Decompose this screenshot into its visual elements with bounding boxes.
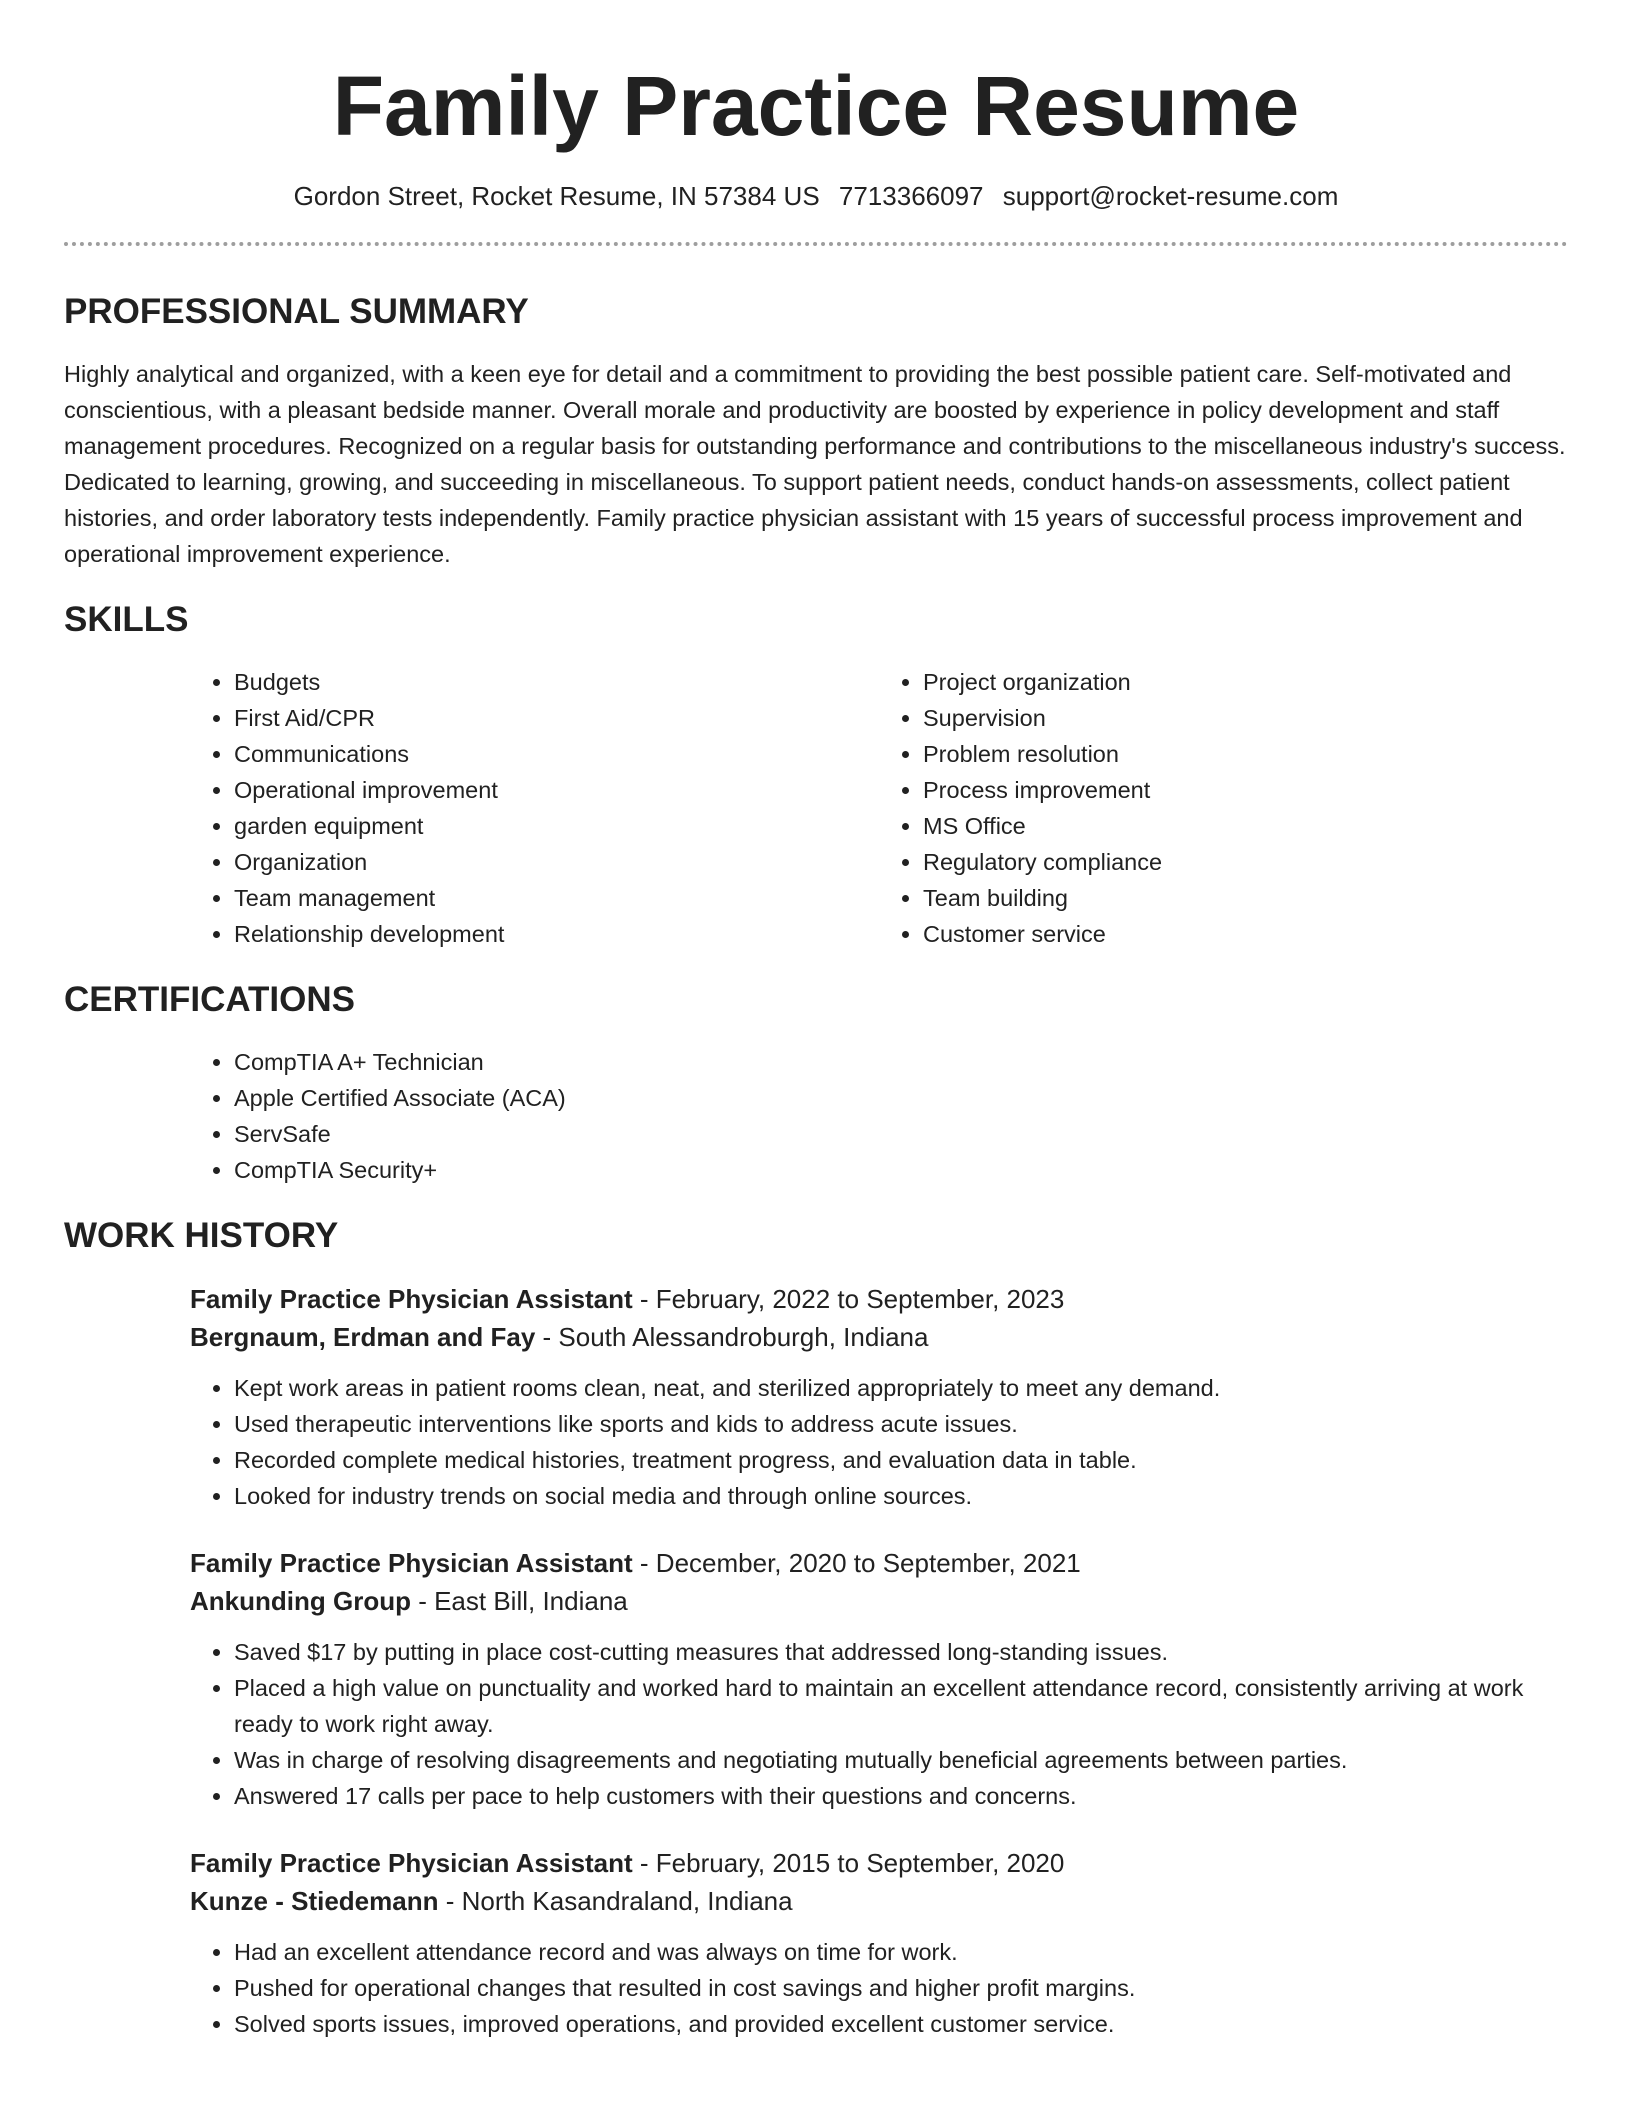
job-dates: - December, 2020 to September, 2021	[632, 1548, 1081, 1578]
list-item: • Supervision	[923, 700, 1568, 736]
list-item: • garden equipment	[234, 808, 879, 844]
job-company: Ankunding Group	[190, 1586, 411, 1616]
list-item: • Looked for industry trends on social media and through online sources.	[234, 1478, 1568, 1514]
header-divider	[64, 242, 1568, 246]
skills-section	[64, 598, 1568, 952]
list-item: • Kept work areas in patient rooms clean, neat, and sterilized appropriately to meet any demand.	[234, 1370, 1568, 1406]
job-entry	[190, 1280, 1568, 1514]
job-dates: - February, 2022 to September, 2023	[632, 1284, 1065, 1314]
list-item: • Recorded complete medical histories, treatment progress, and evaluation data in table.	[234, 1442, 1568, 1478]
contact-phone: 7713366097	[838, 181, 984, 211]
list-item: • Team building	[923, 880, 1568, 916]
list-item: • Solved sports issues, improved operations, and provided excellent customer service.	[234, 2006, 1568, 2042]
list-item: • Problem resolution	[923, 736, 1568, 772]
skills-list-right	[879, 664, 1568, 952]
job-company-line	[190, 1318, 1568, 1356]
contact-line	[64, 178, 1568, 214]
summary-text: Highly analytical and organized, with a keen eye for detail and a commitment to providing the best possible patient care. Self-motivated and conscientious, with a pleasant bedside manner. Overall morale and productivity are boosted by experience in policy development and staff management procedures. Recognized on a regular basis for outstanding performance and contributions to the miscellaneous industry's success. Dedicated to learning, growing, and succeeding in miscellaneous. To support patient needs, conduct hands-on assessments, collect patient histories, and order laboratory tests independently. Family practice physician assistant with 15 years of successful process improvement and operational improvement experience.	[64, 361, 1566, 567]
list-item: • Project organization	[923, 664, 1568, 700]
skills-columns	[190, 664, 1568, 952]
job-bullets	[190, 1634, 1568, 1814]
list-item: • Apple Certified Associate (ACA)	[234, 1080, 1568, 1116]
list-item: • Customer service	[923, 916, 1568, 952]
job-dates: - February, 2015 to September, 2020	[632, 1848, 1065, 1878]
list-item: • CompTIA Security+	[234, 1152, 1568, 1188]
job-company: Bergnaum, Erdman and Fay	[190, 1322, 536, 1352]
contact-email: support@rocket-resume.com	[1002, 181, 1339, 211]
summary-section	[64, 290, 1568, 572]
job-entry	[190, 1844, 1568, 2042]
job-title: Family Practice Physician Assistant	[190, 1548, 633, 1578]
list-item: • Operational improvement	[234, 772, 879, 808]
job-location: - North Kasandraland, Indiana	[438, 1886, 793, 1916]
list-item: • Answered 17 calls per pace to help customers with their questions and concerns.	[234, 1778, 1568, 1814]
certifications-section	[64, 978, 1568, 1188]
job-company-line	[190, 1882, 1568, 1920]
resume-title: Family Practice Resume	[332, 59, 1300, 153]
job-title: Family Practice Physician Assistant	[190, 1284, 633, 1314]
job-title-line	[190, 1844, 1568, 1882]
job-bullets	[190, 1934, 1568, 2042]
list-item: • Pushed for operational changes that resulted in cost savings and higher profit margins.	[234, 1970, 1568, 2006]
work-heading: WORK HISTORY	[64, 1216, 339, 1255]
list-item: • Process improvement	[923, 772, 1568, 808]
list-item: • First Aid/CPR	[234, 700, 879, 736]
job-location: - East Bill, Indiana	[410, 1586, 628, 1616]
list-item: • Regulatory compliance	[923, 844, 1568, 880]
job-title: Family Practice Physician Assistant	[190, 1848, 633, 1878]
list-item: • MS Office	[923, 808, 1568, 844]
resume-page	[64, 0, 1568, 2042]
job-bullets	[190, 1370, 1568, 1514]
certifications-list	[190, 1044, 1568, 1188]
summary-heading: PROFESSIONAL SUMMARY	[64, 292, 529, 331]
list-item: • Saved $17 by putting in place cost-cutting measures that addressed long-standing issues.	[234, 1634, 1568, 1670]
job-company: Kunze - Stiedemann	[190, 1886, 439, 1916]
list-item: • Communications	[234, 736, 879, 772]
contact-address: Gordon Street, Rocket Resume, IN 57384 US	[293, 181, 820, 211]
job-entry	[190, 1544, 1568, 1814]
job-location: - South Alessandroburgh, Indiana	[535, 1322, 929, 1352]
skills-heading: SKILLS	[64, 600, 189, 639]
list-item: • Relationship development	[234, 916, 879, 952]
certifications-heading: CERTIFICATIONS	[64, 980, 356, 1019]
list-item: • ServSafe	[234, 1116, 1568, 1152]
list-item: • Team management	[234, 880, 879, 916]
skills-list-left	[190, 664, 879, 952]
job-title-line	[190, 1544, 1568, 1582]
list-item: • Budgets	[234, 664, 879, 700]
job-title-line	[190, 1280, 1568, 1318]
list-item: • Had an excellent attendance record and was always on time for work.	[234, 1934, 1568, 1970]
list-item: • Used therapeutic interventions like sports and kids to address acute issues.	[234, 1406, 1568, 1442]
job-company-line	[190, 1582, 1568, 1620]
list-item: • Placed a high value on punctuality and worked hard to maintain an excellent attendance record, consistently arriving at work ready to work right away.	[234, 1670, 1568, 1742]
list-item: • CompTIA A+ Technician	[234, 1044, 1568, 1080]
list-item: • Organization	[234, 844, 879, 880]
work-section	[64, 1214, 1568, 2042]
list-item: • Was in charge of resolving disagreements and negotiating mutually beneficial agreements between parties.	[234, 1742, 1568, 1778]
